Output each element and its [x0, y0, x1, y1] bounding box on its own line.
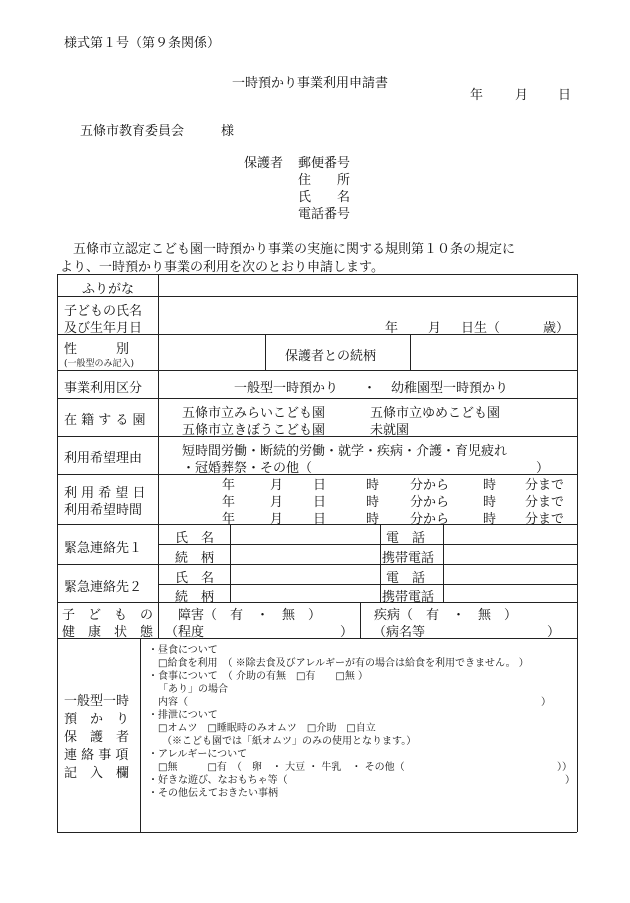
category-separator: ・ — [363, 381, 377, 396]
intro-line-1: 五條市立認定こども園一時預かり事業の実施に関する規則第１０条の規定に — [60, 242, 516, 257]
notes-lunch-heading: ・昼食について — [148, 645, 218, 656]
school-option-none[interactable]: 未就園 — [370, 423, 410, 438]
date-row-day: 日 — [313, 512, 327, 527]
emergency-2-label: 緊急連絡先２ — [64, 580, 143, 595]
date-row-year: 年 — [222, 478, 236, 493]
notes-label-2: 預 か り — [64, 712, 130, 727]
emergency-1-mobile-field[interactable] — [445, 546, 576, 563]
date-label: 利 用 希 望 日 — [64, 486, 146, 501]
date-day: 日 — [558, 88, 572, 103]
notes-allergy-close: ）） — [557, 762, 572, 773]
date-row-year: 年 — [222, 495, 236, 510]
emergency-2-relation-field[interactable] — [232, 586, 379, 601]
sex-field[interactable] — [160, 336, 264, 369]
school-label: 在 籍 す る 園 — [64, 413, 146, 428]
addressee: 五條市教育委員会 — [80, 124, 185, 139]
emergency-1-phone-label: 電 話 — [386, 531, 426, 546]
notes-allergy-heading: ・アレルギーについて — [148, 749, 248, 760]
disability-option[interactable]: 障害（ 有 ・ 無 ） — [178, 608, 322, 623]
notes-allergy-options[interactable]: □無 □有 （ 卵 ・ 大豆 ・ 牛乳 ・ その他（ — [158, 762, 405, 773]
disability-degree-label: （程度 — [165, 625, 205, 640]
honorific: 様 — [221, 124, 235, 139]
date-row-from: 分から — [410, 495, 450, 510]
time-label: 利用希望時間 — [64, 503, 143, 518]
birth-month: 月 — [428, 321, 442, 336]
guardian-phone-label: 電話番号 — [298, 207, 351, 222]
child-name-label: 子どもの氏名 — [64, 304, 143, 319]
emergency-1-mobile-label: 携帯電話 — [382, 551, 435, 566]
date-row-until: 分まで — [525, 495, 565, 510]
emergency-2-name-field[interactable] — [232, 566, 379, 583]
emergency-1-phone-field[interactable] — [445, 526, 576, 543]
disability-degree-close: ） — [340, 625, 354, 640]
notes-label-5: 記 入 欄 — [64, 766, 130, 781]
guardian-address-label: 住 所 — [298, 173, 351, 188]
birth-day: 日生（ — [461, 321, 501, 336]
guardian-name-label: 氏 名 — [298, 190, 351, 205]
furigana-field[interactable] — [160, 276, 576, 295]
notes-label-3: 保 護 者 — [64, 730, 130, 745]
date-row-year: 年 — [222, 512, 236, 527]
notes-label-1: 一般型一時 — [64, 694, 130, 709]
emergency-2-mobile-label: 携帯電話 — [382, 590, 435, 605]
notes-toilet-options[interactable]: □オムツ □睡眠時のみオムツ □介助 □自立 — [158, 723, 376, 734]
emergency-2-mobile-field[interactable] — [445, 586, 576, 601]
date-row-from: 分から — [410, 512, 450, 527]
date-row-month: 月 — [270, 512, 284, 527]
child-name-field[interactable] — [160, 298, 576, 315]
notes-meal-heading[interactable]: ・食事について （ 介助の有無 □有 □無 ） — [148, 671, 369, 682]
health-label-1: 子 ど も の — [62, 608, 154, 623]
date-row-hour-to: 時 — [483, 512, 497, 527]
date-row-until: 分まで — [525, 512, 565, 527]
notes-label-4: 連 絡 事 項 — [64, 748, 129, 763]
notes-lunch-option[interactable]: □給食を利用 （ ※除去食及びアレルギーが有の場合は給食を利用できません。 ） — [158, 658, 529, 669]
form-number: 様式第１号（第９条関係） — [64, 36, 221, 51]
guardian-label: 保護者 — [244, 156, 284, 171]
emergency-1-name-label: 氏 名 — [175, 531, 215, 546]
sex-label: 性 別 — [64, 342, 130, 357]
sex-note: (一般型のみ記入) — [64, 359, 135, 369]
date-row-month: 月 — [270, 478, 284, 493]
emergency-2-relation-label: 続 柄 — [175, 590, 215, 605]
notes-meal-content: 内容（ — [158, 697, 188, 708]
notes-play-close: ） — [565, 775, 575, 786]
school-option-kibou[interactable]: 五條市立きぼうこども園 — [182, 423, 326, 438]
date-row-from: 分から — [410, 478, 450, 493]
date-row-hour: 時 — [366, 512, 380, 527]
relation-field[interactable] — [412, 336, 576, 369]
date-month: 月 — [515, 88, 529, 103]
school-option-yume[interactable]: 五條市立ゆめこども園 — [370, 406, 501, 421]
notes-meal-close: ） — [541, 697, 551, 708]
furigana-label: ふりがな — [82, 282, 135, 297]
birth-year: 年 — [385, 321, 399, 336]
relation-label: 保護者との続柄 — [285, 349, 377, 364]
illness-name-close: ） — [547, 625, 561, 640]
guardian-postal-label: 郵便番号 — [298, 156, 351, 171]
date-row-until: 分まで — [525, 478, 565, 493]
school-option-mirai[interactable]: 五條市立みらいこども園 — [182, 406, 326, 421]
category-label: 事業利用区分 — [64, 381, 143, 396]
notes-play: ・好きな遊び、なおもちゃ等（ — [148, 775, 288, 786]
reason-close: ） — [536, 461, 550, 476]
date-row-hour: 時 — [366, 495, 380, 510]
date-row-day: 日 — [313, 495, 327, 510]
emergency-1-relation-field[interactable] — [232, 546, 379, 563]
form-title: 一時預かり事業利用申請書 — [232, 76, 389, 91]
emergency-1-relation-label: 続 柄 — [175, 551, 215, 566]
date-row-day: 日 — [313, 478, 327, 493]
reason-options-line-1[interactable]: 短時間労働・断続的労働・就学・疾病・介護・育児疲れ — [182, 444, 508, 459]
date-row-month: 月 — [270, 495, 284, 510]
date-row-hour-to: 時 — [483, 495, 497, 510]
emergency-2-phone-field[interactable] — [445, 566, 576, 583]
emergency-2-name-label: 氏 名 — [175, 571, 215, 586]
notes-meal-yes: 「あり」の場合 — [158, 684, 228, 695]
illness-option[interactable]: 疾病（ 有 ・ 無 ） — [374, 608, 518, 623]
date-row-hour-to: 時 — [483, 478, 497, 493]
date-row-hour: 時 — [366, 478, 380, 493]
date-year: 年 — [470, 88, 484, 103]
birthdate-label: 及び生年月日 — [64, 321, 143, 336]
notes-toilet-note: （※こども園では「紙オムツ」のみの使用となります。） — [162, 736, 417, 747]
reason-label: 利用希望理由 — [64, 451, 143, 466]
reason-options-line-2[interactable]: ・冠婚葬祭・その他（ — [182, 461, 313, 476]
notes-free-field[interactable] — [142, 798, 576, 831]
emergency-1-name-field[interactable] — [232, 526, 379, 543]
birth-age: 歳） — [543, 321, 570, 336]
category-kindergarten-option[interactable]: 幼稚園型一時預かり — [391, 381, 509, 396]
intro-line-2: より、一時預かり事業の利用を次のとおり申請します。 — [60, 260, 384, 275]
health-label-2: 健 康 状 態 — [62, 625, 154, 640]
illness-name-label: （病名等 — [373, 625, 426, 640]
notes-toilet-heading: ・排泄について — [148, 710, 218, 721]
emergency-1-label: 緊急連絡先１ — [64, 541, 143, 556]
notes-other: ・その他伝えておきたい事柄 — [148, 788, 278, 799]
emergency-2-phone-label: 電 話 — [386, 571, 426, 586]
category-general-option[interactable]: 一般型一時預かり — [234, 381, 339, 396]
